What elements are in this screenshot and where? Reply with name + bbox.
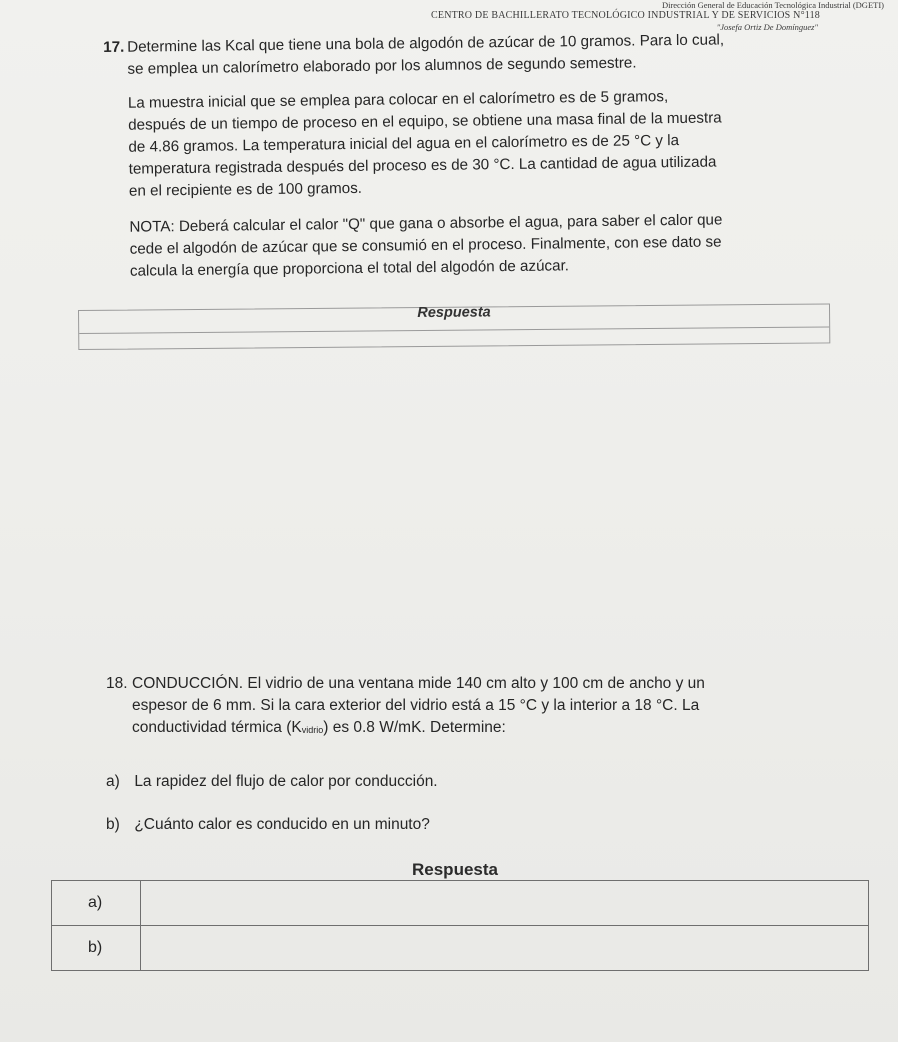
answer-cell-b[interactable] [141,926,869,971]
question-17-note [129,208,866,283]
question-17-answer-box[interactable] [78,303,830,350]
question-17-data [128,84,865,203]
question-18-answer-title: Respuesta [412,860,498,879]
question-17-line: se emplea un calorímetro elaborado por los alumnos de segundo semestre. [127,54,637,78]
item-b-label: b) [106,816,120,833]
question-17-answer-title: Respuesta [417,304,491,322]
header-dgeti: Dirección General de Educación Tecnológica Industrial (DGETI) [661,0,884,10]
header-school-name: CENTRO DE BACHILLERATO TECNOLÓGICO INDUSTRIAL Y DE SERVICIOS N°118 [431,10,820,21]
question-17-data-line: en el recipiente es de 100 gramos. [128,179,363,200]
answer-row-label: b) [52,926,141,971]
question-17-line: Determine las Kcal que tiene una bola de algodón de azúcar de 10 gramos. Para lo cual, [127,31,725,56]
question-17-note-line: NOTA: Deberá calcular el calor "Q" que gana o absorbe el agua, para saber el calor que [129,211,723,236]
question-18-item-a [106,771,438,793]
question-17-number: 17. [103,38,125,56]
question-17-data-line: de 4.86 gramos. La temperatura inicial del agua en el calorímetro es de 25 °C y la [128,131,680,156]
question-18-stem [132,673,886,741]
question-17 [103,22,866,283]
table-row [52,926,869,971]
question-17-note-line: cede el algodón de azúcar que se consumió en el proceso. Finalmente, con ese dato se [129,233,722,258]
header-school-motto: "Josefa Ortiz De Domínguez" [716,22,818,32]
question-18-line: espesor de 6 mm. Si la cara exterior del vidrio está a 15 °C y la interior a 18 °C. La [132,697,700,714]
question-17-stem [127,22,864,81]
question-18-line3-post: ) es 0.8 W/mK. Determine: [323,719,506,736]
item-a-text: La rapidez del flujo de calor por conducción. [134,773,438,790]
question-17-note-line: calcula la energía que proporciona el total del algodón de azúcar. [129,257,570,280]
k-subscript: vidrio [301,725,324,735]
table-row [52,881,869,926]
question-17-data-line: temperatura registrada después del proceso es de 30 °C. La cantidad de agua utilizada [128,153,717,178]
question-18 [106,673,886,833]
question-18-item-b [106,814,430,836]
question-17-data-line: La muestra inicial que se emplea para colocar en el calorímetro es de 5 gramos, [127,88,669,112]
question-18-line3-pre: conductividad térmica (K [132,719,302,736]
answer-cell-a[interactable] [141,881,869,926]
item-b-text: ¿Cuánto calor es conducido en un minuto? [134,816,430,833]
answer-row-label: a) [52,881,141,926]
question-18-line: CONDUCCIÓN. El vidrio de una ventana mide 140 cm alto y 100 cm de ancho y un [132,675,705,692]
question-18-answer-table [51,880,869,971]
answer-divider [79,326,829,334]
question-18-line [132,717,886,741]
item-a-label: a) [106,773,120,790]
question-17-data-line: después de un tiempo de proceso en el equipo, se obtiene una masa final de la muestra [128,109,722,134]
question-18-number: 18. [106,675,128,692]
